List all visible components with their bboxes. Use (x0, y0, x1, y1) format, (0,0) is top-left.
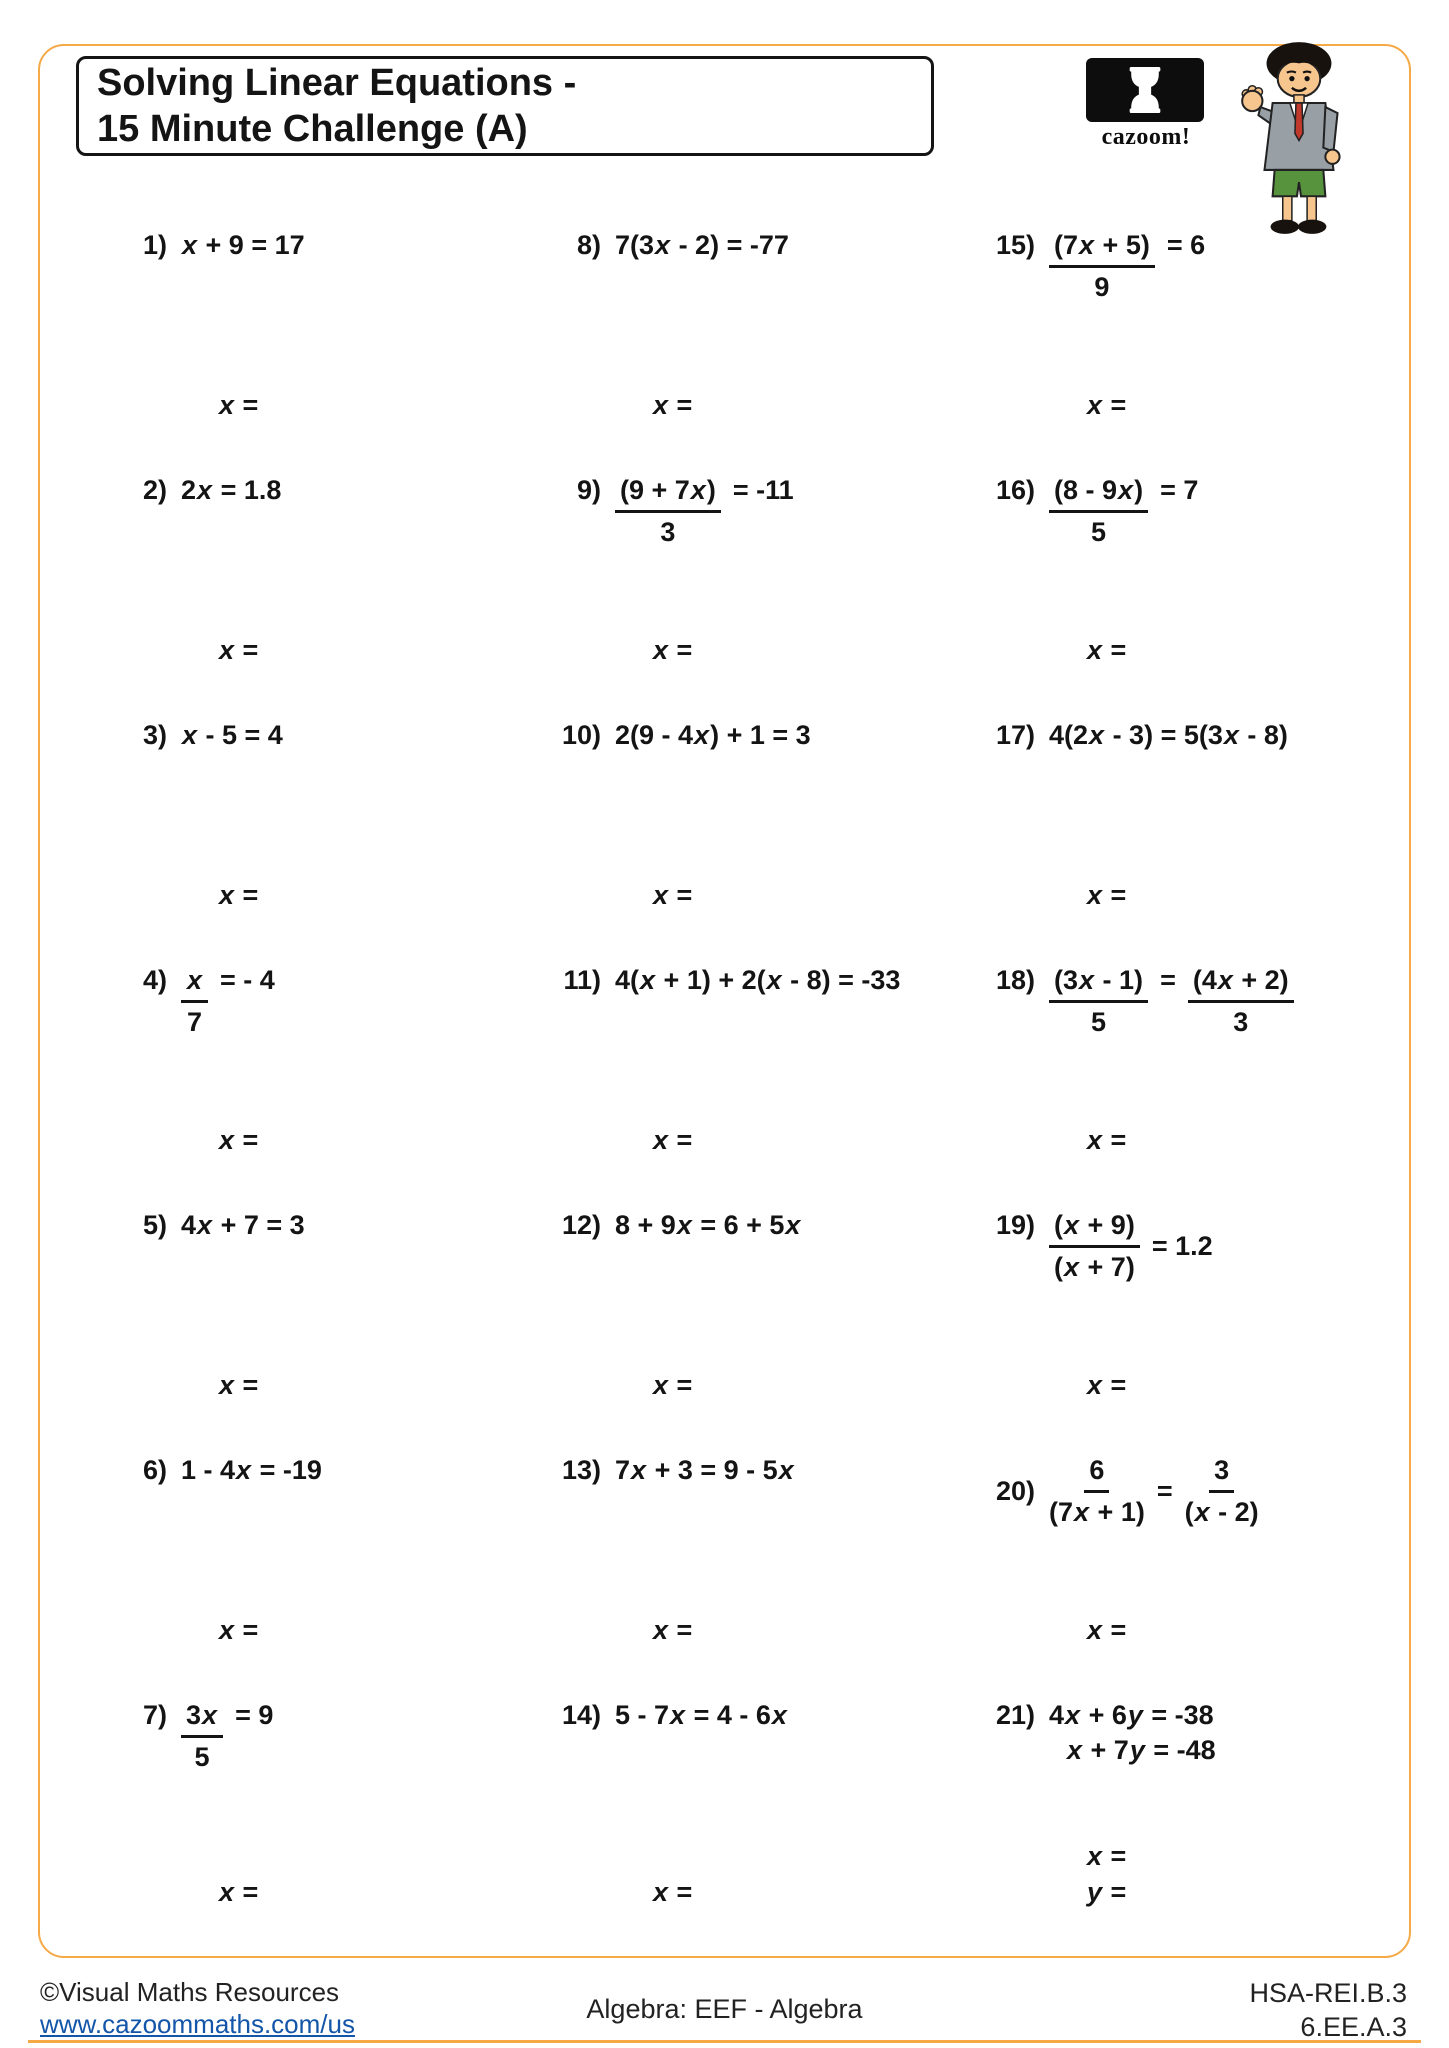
problem-20-statement (991, 1455, 1387, 1528)
equation-rhs: = - 4 (220, 965, 275, 995)
problem-19-number: 19) (995, 1210, 1035, 1240)
problem-5-equation: 4x + 7 = 3 (181, 1210, 305, 1240)
problem-5-statement (123, 1210, 509, 1241)
problem-11-equation: 4(x + 1) + 2(x - 8) = -33 (615, 965, 901, 995)
cartoon-boy-illustration (1230, 36, 1370, 241)
problem-14-answer-line: x = (653, 1877, 693, 1907)
problem-1-number: 1) (142, 230, 167, 260)
equals-sign: = (1156, 1476, 1173, 1506)
problem-16-answer-line: x = (1087, 635, 1127, 665)
equation-rhs: = 9 (235, 1700, 274, 1730)
equation-rhs: = 1.2 (1151, 1231, 1213, 1261)
problem-19-equation (1049, 1210, 1213, 1283)
footer-category: Algebra: EEF - Algebra (586, 1994, 863, 2024)
problem-7-number: 7) (142, 1700, 167, 1730)
problem-3-number: 3) (142, 720, 167, 750)
problem-20-answer-line: x = (1087, 1615, 1127, 1645)
problem-8-equation: 7(3x - 2) = -77 (615, 230, 789, 260)
problem-21-equations (1049, 1700, 1216, 1766)
problem-19-answer-line: x = (1087, 1370, 1127, 1400)
fraction (1049, 475, 1148, 548)
problem-16-equation (1049, 475, 1198, 548)
problem-5-number: 5) (142, 1210, 167, 1240)
problem-15-answer-line: x = (1087, 390, 1127, 420)
problem-11 (509, 955, 943, 1200)
problem-18-number: 18) (995, 965, 1035, 995)
problem-21-equation-1: 4x + 6y = -38 (1049, 1700, 1214, 1730)
fraction-numerator: (3x - 1) (1049, 965, 1148, 1003)
fraction (181, 965, 208, 1038)
problem-4-statement (123, 965, 509, 1038)
problem-1-answer-line: x = (219, 390, 259, 420)
problem-9-number: 9) (576, 475, 601, 505)
problem-2-equation: 2x = 1.8 (181, 475, 282, 505)
fraction-denominator: 5 (1091, 1007, 1107, 1037)
problem-17-answer-line: x = (1087, 880, 1127, 910)
fraction-denominator: (x + 7) (1054, 1252, 1135, 1282)
problem-5 (75, 1200, 509, 1445)
fraction-denominator: 3 (1233, 1007, 1249, 1037)
problem-18-answer-line: x = (1087, 1125, 1127, 1155)
problem-10-answer-line: x = (653, 880, 693, 910)
equation-rhs: = -11 (732, 475, 794, 505)
problem-17 (943, 710, 1387, 955)
djembe-drum-icon (1122, 65, 1168, 115)
problem-21-answer-line-x: x = (1087, 1841, 1127, 1871)
fraction-denominator: 9 (1094, 272, 1110, 302)
problem-8-number: 8) (576, 230, 601, 260)
problem-12-number: 12) (561, 1210, 601, 1240)
problem-16-statement (991, 475, 1387, 548)
problem-17-equation: 4(2x - 3) = 5(3x - 8) (1049, 720, 1288, 750)
fraction-denominator: 5 (1091, 517, 1107, 547)
problem-20-number: 20) (995, 1476, 1035, 1506)
fraction (181, 1700, 223, 1773)
problem-1-equation: x + 9 = 17 (182, 230, 305, 260)
problem-11-answer-line: x = (653, 1125, 693, 1155)
problem-20 (943, 1445, 1387, 1690)
footer-divider-line (28, 2040, 1421, 2043)
fraction (615, 475, 721, 548)
fraction-right (1188, 965, 1294, 1038)
problem-4-answer-line: x = (219, 1125, 259, 1155)
problem-14-number: 14) (561, 1700, 601, 1730)
website-link[interactable]: www.cazoommaths.com/us (40, 2009, 355, 2039)
problem-11-statement (557, 965, 943, 996)
problem-21-statement (991, 1700, 1387, 1766)
problem-9-equation (615, 475, 794, 548)
problem-12-answer-line: x = (653, 1370, 693, 1400)
problem-10-statement (557, 720, 943, 751)
problem-7-statement (123, 1700, 509, 1773)
problem-1 (75, 220, 509, 465)
fraction-numerator: 3 (1209, 1455, 1234, 1493)
cazoom-logo-box (1086, 58, 1204, 122)
problem-5-answer-line: x = (219, 1370, 259, 1400)
problem-1-statement (123, 230, 509, 261)
footer-standards-block (1249, 1976, 1407, 2044)
problem-12 (509, 1200, 943, 1445)
fraction-denominator: (7x + 1) (1049, 1497, 1145, 1527)
equation-rhs: = 7 (1160, 475, 1199, 505)
problem-10-equation: 2(9 - 4x) + 1 = 3 (615, 720, 811, 750)
problem-3-equation: x - 5 = 4 (182, 720, 283, 750)
problem-7-equation (181, 1700, 273, 1773)
standard-code-1: HSA-REI.B.3 (1249, 1978, 1407, 2008)
problem-13-answer-line: x = (653, 1615, 693, 1645)
problem-4-number: 4) (142, 965, 167, 995)
problem-12-equation: 8 + 9x = 6 + 5x (615, 1210, 801, 1240)
problems-grid (75, 220, 1387, 1952)
cazoom-logo (1086, 58, 1206, 151)
worksheet-title-line2: 15 Minute Challenge (A) (97, 108, 528, 150)
problem-13-number: 13) (561, 1455, 601, 1485)
fraction (1049, 1210, 1140, 1283)
cazoom-logo-text: cazoom! (1101, 124, 1191, 150)
worksheet-title-line1: Solving Linear Equations - (97, 62, 577, 104)
problem-19 (943, 1200, 1387, 1445)
problem-10 (509, 710, 943, 955)
problem-15-number: 15) (995, 230, 1035, 260)
problem-15 (943, 220, 1387, 465)
fraction-numerator: (4x + 2) (1188, 965, 1294, 1003)
problem-14-statement (557, 1700, 943, 1731)
problem-8 (509, 220, 943, 465)
problem-20-equation (1049, 1455, 1259, 1528)
fraction-numerator: 3x (181, 1700, 223, 1738)
problem-14 (509, 1690, 943, 1952)
problem-3 (75, 710, 509, 955)
problem-8-answer-line: x = (653, 390, 693, 420)
copyright-text: ©Visual Maths Resources (40, 1977, 340, 2007)
problem-7 (75, 1690, 509, 1952)
problem-11-number: 11) (563, 965, 601, 995)
fraction (1049, 230, 1155, 303)
fraction-numerator: (7x + 5) (1049, 230, 1155, 268)
problem-2-number: 2) (142, 475, 167, 505)
problem-17-number: 17) (995, 720, 1035, 750)
problem-6 (75, 1445, 509, 1690)
fraction-numerator: 6 (1084, 1455, 1109, 1493)
fraction-denominator: 7 (187, 1007, 203, 1037)
problem-18 (943, 955, 1387, 1200)
problem-13 (509, 1445, 943, 1690)
fraction-left (1049, 965, 1148, 1038)
equation-rhs: = 6 (1166, 230, 1206, 260)
problem-2-statement (123, 475, 509, 506)
fraction-denominator: 3 (660, 517, 676, 547)
problem-8-statement (557, 230, 943, 261)
problem-2-answer-line: x = (219, 635, 259, 665)
problem-6-statement (123, 1455, 509, 1486)
problem-9-statement (557, 475, 943, 548)
problem-16-number: 16) (995, 475, 1035, 505)
problem-9 (509, 465, 943, 710)
problem-21-answer-line-y: y = (1087, 1877, 1127, 1907)
standard-code-2: 6.EE.A.3 (1300, 2012, 1407, 2042)
problem-12-statement (557, 1210, 943, 1241)
problem-2 (75, 465, 509, 710)
problem-9-answer-line: x = (653, 635, 693, 665)
problem-7-answer-line: x = (219, 1877, 259, 1907)
problem-10-number: 10) (561, 720, 601, 750)
problem-21-equation-2: x + 7y = -48 (1067, 1735, 1216, 1765)
problem-21 (943, 1690, 1387, 1952)
fraction-numerator: (8 - 9x) (1049, 475, 1148, 513)
problem-6-number: 6) (142, 1455, 167, 1485)
fraction-left (1049, 1455, 1145, 1528)
problem-3-answer-line: x = (219, 880, 259, 910)
fraction-right (1185, 1455, 1259, 1528)
problem-6-answer-line: x = (219, 1615, 259, 1645)
problem-3-statement (123, 720, 509, 751)
problem-16 (943, 465, 1387, 710)
fraction-numerator: x (181, 965, 208, 1003)
problem-6-equation: 1 - 4x = -19 (181, 1455, 322, 1485)
fraction-denominator: 5 (194, 1742, 210, 1772)
fraction-denominator: (x - 2) (1184, 1497, 1259, 1527)
problem-15-equation (1049, 230, 1205, 303)
title-box (76, 56, 934, 156)
problem-17-statement (991, 720, 1387, 751)
problem-14-equation: 5 - 7x = 4 - 6x (615, 1700, 787, 1730)
fraction-numerator: (9 + 7x) (615, 475, 721, 513)
problem-18-equation (1049, 965, 1294, 1038)
problem-18-statement (991, 965, 1387, 1038)
problem-15-statement (991, 230, 1387, 303)
problem-13-statement (557, 1455, 943, 1486)
problem-13-equation: 7x + 3 = 9 - 5x (615, 1455, 794, 1485)
problem-4-equation (181, 965, 275, 1038)
problem-19-statement (991, 1210, 1387, 1283)
equals-sign: = (1160, 965, 1176, 995)
problem-4 (75, 955, 509, 1200)
fraction-numerator: (x + 9) (1049, 1210, 1140, 1248)
problem-21-number: 21) (995, 1700, 1035, 1730)
